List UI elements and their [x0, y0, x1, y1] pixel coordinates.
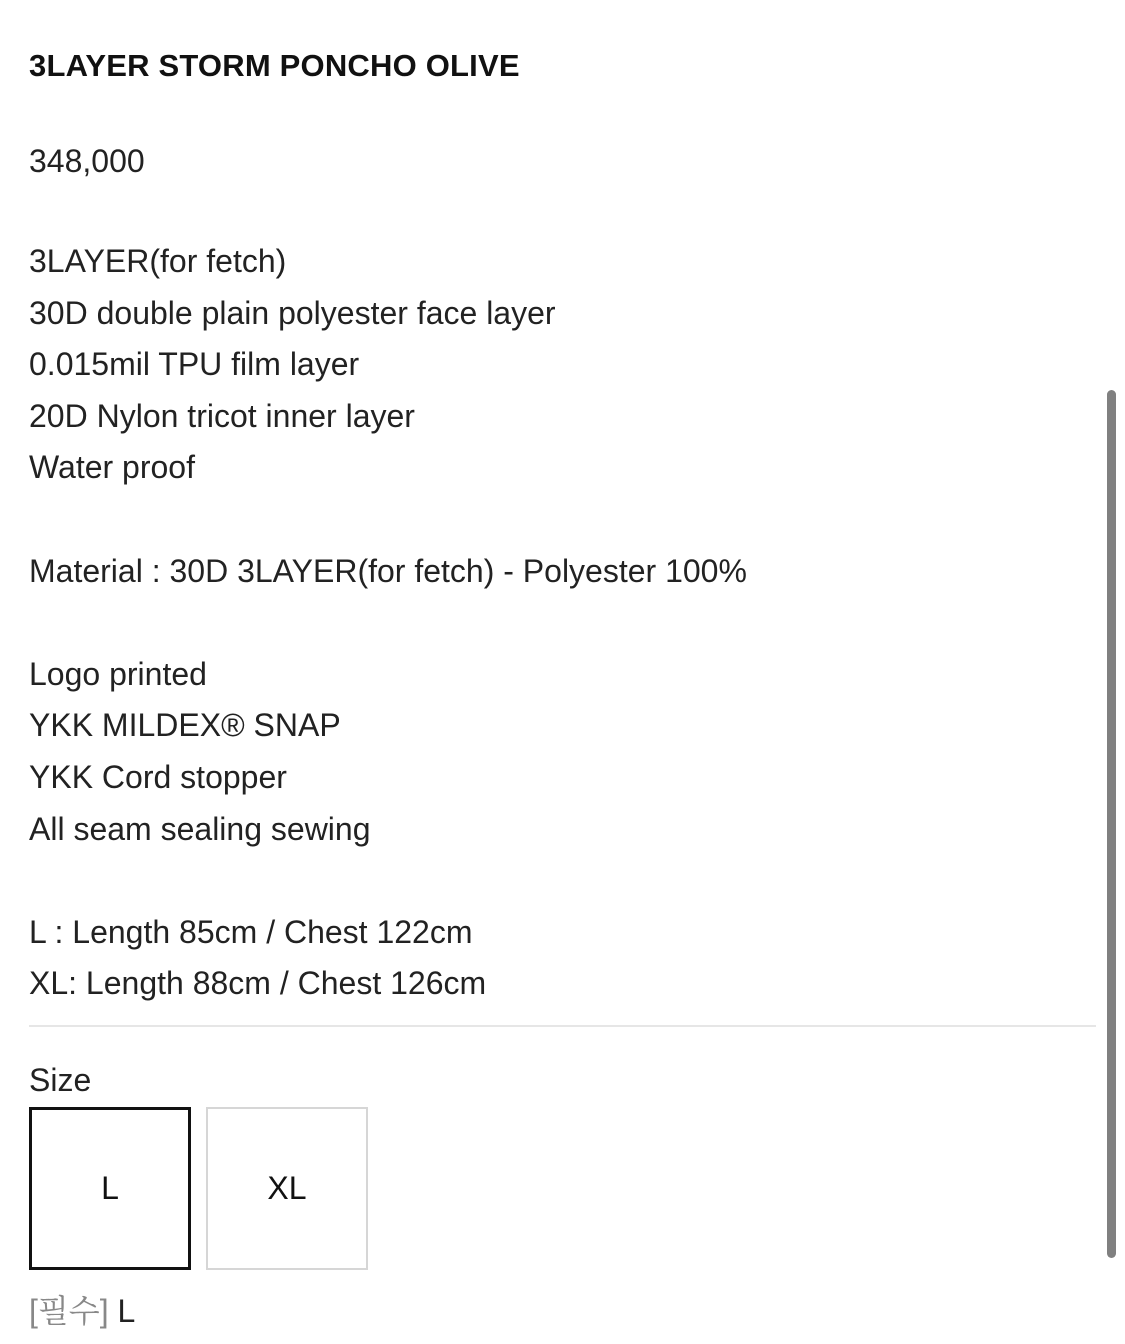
size-label: Size: [29, 1062, 92, 1098]
description-line: YKK Cord stopper: [29, 758, 287, 795]
size-option-label: L: [101, 1170, 119, 1206]
description-line: 3LAYER(for fetch): [29, 243, 287, 279]
size-option-xl[interactable]: [206, 1107, 368, 1270]
description-line: YKK MILDEX® SNAP: [29, 707, 341, 744]
product-description: [29, 236, 747, 1010]
description-line: 0.015mil TPU film layer: [29, 346, 360, 383]
description-line: Water proof: [29, 449, 195, 486]
description-line: 20D Nylon tricot inner layer: [29, 397, 415, 434]
divider: [29, 1025, 1096, 1027]
size-option-l[interactable]: [29, 1107, 191, 1270]
selected-size-value: L: [117, 1293, 136, 1329]
required-tag: [필수]: [29, 1293, 109, 1329]
description-line: L : Length 85cm / Chest 122cm: [29, 913, 473, 950]
description-line: [29, 494, 747, 546]
selected-option-info: [29, 1286, 135, 1332]
description-line: XL: Length 88cm / Chest 126cm: [29, 965, 487, 1002]
description-line: Logo printed: [29, 655, 207, 692]
product-title: 3LAYER STORM PONCHO OLIVE: [29, 48, 520, 83]
size-option-label: XL: [267, 1170, 307, 1206]
description-line: [29, 597, 747, 649]
description-line: [29, 855, 747, 907]
scrollbar[interactable]: [1107, 390, 1116, 1258]
product-price: 348,000: [29, 143, 145, 179]
description-line: 30D double plain polyester face layer: [29, 294, 556, 331]
description-line: All seam sealing sewing: [29, 810, 371, 847]
description-line: Material : 30D 3LAYER(for fetch) - Polyester 100%: [29, 552, 747, 589]
